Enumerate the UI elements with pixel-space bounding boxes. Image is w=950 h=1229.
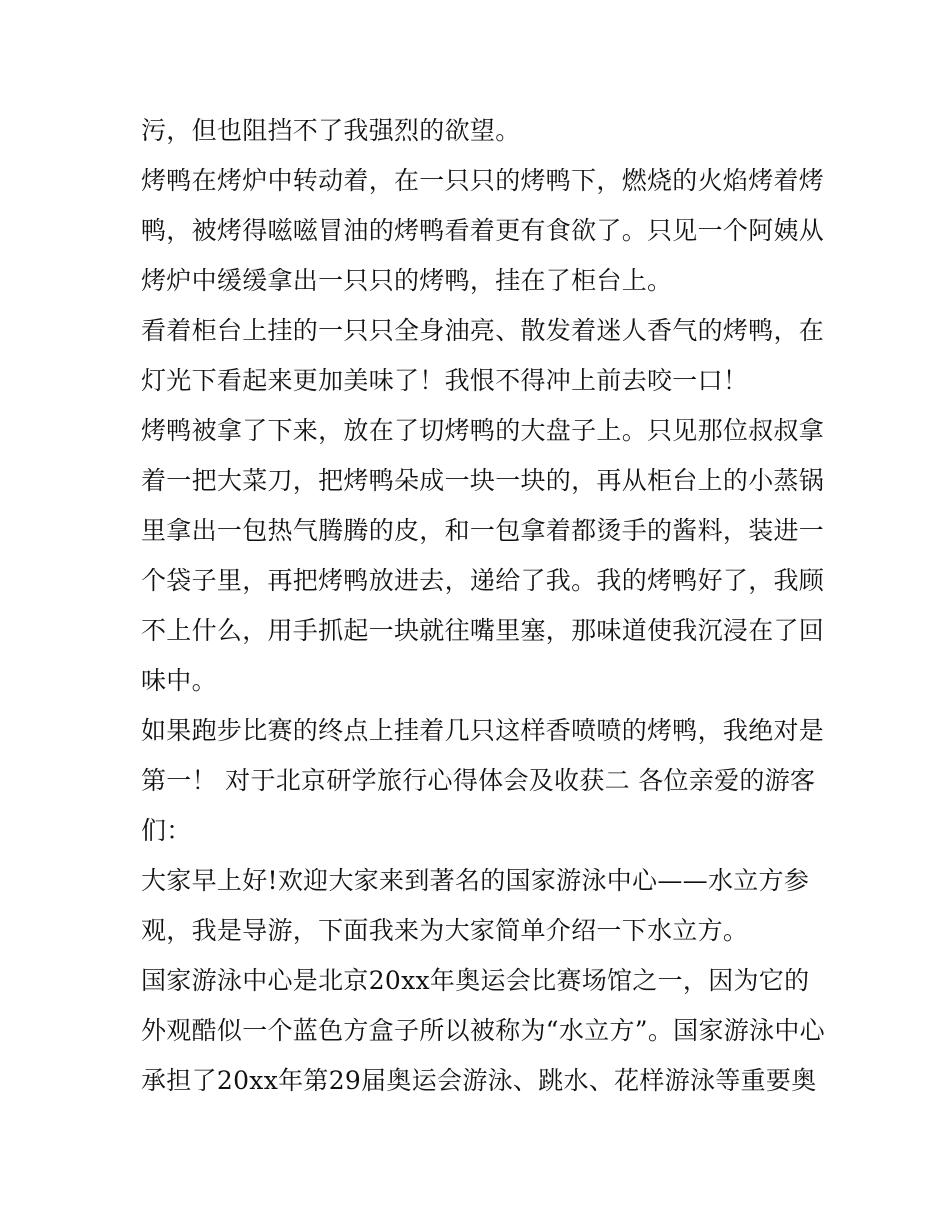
text-line: 灯光下看起来更加美味了！我恨不得冲上前去咬一口！ — [141, 366, 749, 395]
text-line: 烤炉中缓缓拿出一只只的烤鸭，挂在了柜台上。 — [141, 266, 673, 295]
document-body — [141, 106, 825, 1106]
text-line: 烤鸭被拿了下来，放在了切烤鸭的大盘子上。只见那位叔叔拿 — [141, 416, 825, 445]
text-line: 味中。 — [141, 666, 217, 695]
text-line: 污，但也阻挡不了我强烈的欲望。 — [141, 116, 521, 145]
text-line: 里拿出一包热气腾腾的皮，和一包拿着都烫手的酱料，装进一 — [141, 516, 825, 545]
text-line: 如果跑步比赛的终点上挂着几只这样香喷喷的烤鸭，我绝对是 — [141, 716, 825, 745]
text-line: 观，我是导游，下面我来为大家简单介绍一下水立方。 — [141, 916, 749, 945]
text-line: 鸭，被烤得嗞嗞冒油的烤鸭看着更有食欲了。只见一个阿姨从 — [141, 216, 825, 245]
text-line: 个袋子里，再把烤鸭放进去，递给了我。我的烤鸭好了，我顾 — [141, 566, 825, 595]
text-line: 外观酷似一个蓝色方盒子所以被称为“水立方”。国家游泳中心 — [141, 1016, 825, 1045]
text-line: 国家游泳中心是北京20xx年奥运会比赛场馆之一，因为它的 — [141, 966, 810, 995]
text-line: 着一把大菜刀，把烤鸭朵成一块一块的，再从柜台上的小蒸锅 — [141, 466, 825, 495]
text-line: 看着柜台上挂的一只只全身油亮、散发着迷人香气的烤鸭，在 — [141, 316, 825, 345]
text-line: 承担了20xx年第29届奥运会游泳、跳水、花样游泳等重要奥 — [141, 1066, 817, 1095]
text-line: 烤鸭在烤炉中转动着，在一只只的烤鸭下，燃烧的火焰烤着烤 — [141, 166, 825, 195]
text-line: 们： — [141, 816, 192, 845]
text-line: 不上什么，用手抓起一块就往嘴里塞，那味道使我沉浸在了回 — [141, 616, 825, 645]
text-line: 第一！ 对于北京研学旅行心得体会及收获二 各位亲爱的游客 — [141, 766, 816, 795]
text-line: 大家早上好!欢迎大家来到著名的国家游泳中心——水立方参 — [141, 866, 810, 895]
